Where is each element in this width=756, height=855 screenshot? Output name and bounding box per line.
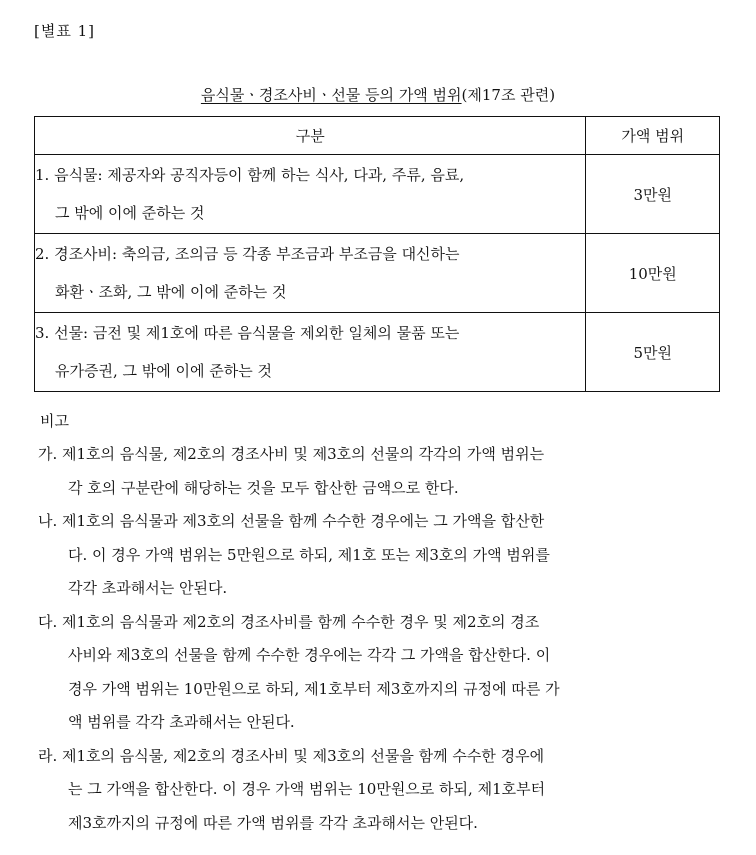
document-title [0, 84, 756, 105]
note-line: 경우 가액 범위는 10만원으로 하되, 제1호부터 제3호까지의 규정에 따른 가 [68, 679, 560, 698]
amount-cell: 10만원 [586, 234, 720, 313]
table-row [35, 313, 720, 392]
notes-list [38, 438, 724, 840]
note-item [38, 740, 724, 841]
title-main: 음식물ㆍ경조사비ㆍ선물 등의 가액 범위 [200, 86, 462, 104]
note-line: 액 범위를 각각 초과해서는 안된다. [68, 713, 295, 731]
table-row [35, 155, 720, 234]
header-category: 구분 [35, 117, 586, 155]
note-line: 다. 제1호의 음식물과 제2호의 경조사비를 함께 수수한 경우 및 제2호의 경조 [38, 612, 540, 631]
note-line: 각 호의 구분란에 해당하는 것을 모두 합산한 금액으로 한다. [68, 478, 459, 497]
note-line: 다. 이 경우 가액 범위는 5만원으로 하되, 제1호 또는 제3호의 가액 범위를 [68, 545, 550, 564]
note-line: 가. 제1호의 음식물, 제2호의 경조사비 및 제3호의 선물의 각각의 가액 범위는 [38, 445, 545, 463]
note-item [38, 505, 724, 606]
note-item [38, 606, 724, 740]
category-line: 1. 음식물: 제공자와 공직자등이 함께 하는 식사, 다과, 주류, 음료, [35, 166, 465, 184]
amount-cell: 3만원 [586, 155, 720, 234]
note-line: 나. 제1호의 음식물과 제3호의 선물을 함께 수수한 경우에는 그 가액을 합산한 [38, 512, 545, 530]
value-limits-table [34, 116, 720, 392]
header-amount: 가액 범위 [586, 117, 720, 155]
note-line: 라. 제1호의 음식물, 제2호의 경조사비 및 제3호의 선물을 함께 수수한 경우에 [38, 746, 545, 765]
note-line: 는 그 가액을 합산한다. 이 경우 가액 범위는 10만원으로 하되, 제1호부터 [68, 780, 546, 798]
note-item [38, 438, 724, 505]
note-line: 사비와 제3호의 선물을 함께 수수한 경우에는 각각 그 가액을 합산한다. 이 [68, 646, 551, 664]
title-reference: (제17조 관련) [461, 86, 556, 104]
category-line: 화환ㆍ조화, 그 밖에 이에 준하는 것 [55, 283, 287, 301]
category-cell [35, 234, 586, 313]
category-line: 그 밖에 이에 준하는 것 [55, 204, 205, 222]
category-line: 2. 경조사비: 축의금, 조의금 등 각종 부조금과 부조금을 대신하는 [35, 245, 460, 263]
category-line: 3. 선물: 금전 및 제1호에 따른 음식물을 제외한 일체의 물품 또는 [35, 324, 460, 342]
note-line: 각각 초과해서는 안된다. [68, 579, 228, 597]
table-header-row [35, 117, 720, 155]
amount-cell: 5만원 [586, 313, 720, 392]
note-line: 제3호까지의 규정에 따른 가액 범위를 각각 초과해서는 안된다. [68, 813, 478, 832]
annex-label: [별표 1] [34, 22, 95, 40]
category-cell [35, 155, 586, 234]
table-row [35, 234, 720, 313]
category-cell [35, 313, 586, 392]
notes-heading: 비고 [40, 412, 69, 430]
category-line: 유가증권, 그 밖에 이에 준하는 것 [55, 362, 272, 380]
